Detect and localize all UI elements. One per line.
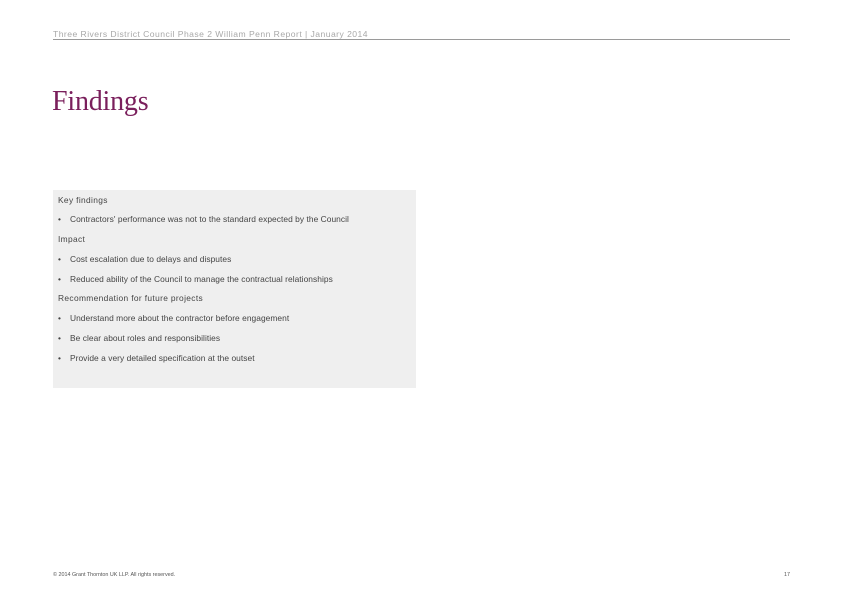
impact-text: Cost escalation due to delays and disputes [70, 254, 232, 264]
bullet-icon: • [58, 313, 61, 323]
impact-heading: Impact [58, 234, 86, 244]
bullet-icon: • [58, 353, 61, 363]
key-findings-heading: Key findings [58, 195, 108, 205]
key-finding-text: Contractors' performance was not to the standard expected by the Council [70, 214, 349, 224]
list-item [58, 353, 255, 363]
list-item [58, 333, 220, 343]
header-divider [53, 39, 790, 40]
bullet-icon: • [58, 254, 61, 264]
list-item [58, 214, 349, 224]
list-item [58, 274, 333, 284]
recommendation-text: Be clear about roles and responsibilities [70, 333, 221, 343]
findings-panel [53, 190, 416, 388]
recommendation-text: Provide a very detailed specification at the outset [70, 353, 255, 363]
list-item [58, 254, 231, 264]
recommendation-text: Understand more about the contractor before engagement [70, 313, 290, 323]
bullet-icon: • [58, 214, 61, 224]
page-number: 17 [784, 572, 790, 578]
page-title: Findings [52, 86, 149, 117]
bullet-icon: • [58, 274, 61, 284]
list-item [58, 313, 289, 323]
running-header: Three Rivers District Council Phase 2 William Penn Report | January 2014 [53, 29, 368, 39]
recommendation-heading: Recommendation for future projects [58, 293, 204, 303]
bullet-icon: • [58, 333, 61, 343]
footer-copyright: © 2014 Grant Thornton UK LLP. All rights reserved. [53, 572, 176, 578]
impact-text: Reduced ability of the Council to manage the contractual relationships [70, 274, 333, 284]
